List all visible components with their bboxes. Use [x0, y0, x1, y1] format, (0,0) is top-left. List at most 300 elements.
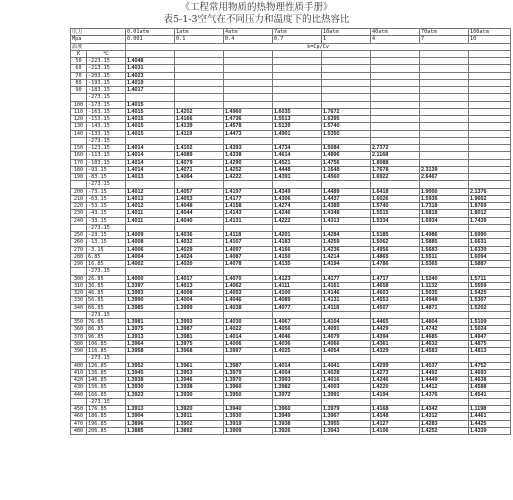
- value-cell: 1.3982: [273, 384, 322, 391]
- value-cell: [322, 65, 371, 72]
- value-cell: 1.4284: [322, 232, 371, 239]
- table-cell: [175, 50, 224, 57]
- value-cell: [469, 87, 511, 94]
- temp-kelvin-cell: 150: [71, 145, 87, 152]
- temp-kelvin-cell: [71, 181, 87, 188]
- temp-celsius-cell: -183.15: [87, 87, 126, 94]
- temperature-header-row: [71, 43, 511, 50]
- value-cell: 1.3950: [224, 391, 273, 398]
- value-cell: [420, 58, 469, 65]
- value-cell: [175, 101, 224, 108]
- value-cell: 1.4342: [420, 406, 469, 413]
- table-row: [71, 181, 511, 188]
- value-cell: 1.4015: [126, 130, 175, 137]
- value-cell: 1.3909: [224, 427, 273, 434]
- value-cell: 1.4752: [469, 362, 511, 369]
- temp-kelvin-cell: 280: [71, 253, 87, 260]
- value-cell: [273, 58, 322, 65]
- temp-celsius-cell: -13.15: [87, 239, 126, 246]
- value-cell: 1.4143: [224, 210, 273, 217]
- value-cell: 1.3993: [175, 319, 224, 326]
- value-cell: 1.4489: [322, 188, 371, 195]
- table-title: 表5-1-3空气在不同压力和温度下的比热容比: [163, 14, 350, 25]
- value-cell: [371, 108, 420, 115]
- value-cell: 1.4008: [126, 239, 175, 246]
- value-cell: 1.4019: [126, 79, 175, 86]
- table-row: [71, 145, 511, 152]
- value-cell: 1.3979: [322, 406, 371, 413]
- value-cell: [371, 355, 420, 362]
- temp-celsius-cell: -203.15: [87, 72, 126, 79]
- value-cell: 1.4222: [224, 174, 273, 181]
- value-cell: 2.3139: [420, 166, 469, 173]
- table-row: [71, 232, 511, 239]
- value-cell: 1.3964: [126, 340, 175, 347]
- value-cell: 1.4044: [175, 210, 224, 217]
- value-cell: 1.5513: [273, 116, 322, 123]
- value-cell: 1.4158: [224, 203, 273, 210]
- value-cell: [322, 355, 371, 362]
- temp-kelvin-cell: 370: [71, 333, 87, 340]
- value-cell: 1.8769: [469, 203, 511, 210]
- pressure-atm-cell: 4atm: [224, 29, 273, 36]
- value-cell: [322, 311, 371, 318]
- value-cell: 1.4804: [420, 319, 469, 326]
- value-cell: 1.4492: [420, 369, 469, 376]
- value-cell: 1.5062: [371, 239, 420, 246]
- value-cell: 1.3892: [175, 427, 224, 434]
- value-cell: [420, 145, 469, 152]
- value-cell: 1.4813: [469, 348, 511, 355]
- value-cell: [469, 268, 511, 275]
- value-cell: 1.4067: [273, 319, 322, 326]
- value-cell: 1.5515: [371, 210, 420, 217]
- value-cell: [175, 398, 224, 405]
- pressure-mpa-cell: 0.7: [273, 36, 322, 43]
- value-cell: 1.4361: [371, 340, 420, 347]
- value-cell: [420, 79, 469, 86]
- value-cell: 1.4394: [371, 333, 420, 340]
- temp-kelvin-cell: 140: [71, 130, 87, 137]
- value-cell: [420, 101, 469, 108]
- value-cell: 1.4064: [175, 174, 224, 181]
- value-cell: 1.4014: [273, 362, 322, 369]
- value-cell: 1.4014: [126, 152, 175, 159]
- value-cell: [175, 72, 224, 79]
- value-cell: 1.4020: [175, 261, 224, 268]
- value-cell: 1.4339: [469, 427, 511, 434]
- value-cell: [371, 101, 420, 108]
- value-cell: [322, 72, 371, 79]
- value-cell: 1.4002: [126, 261, 175, 268]
- temp-kelvin-cell: 480: [71, 427, 87, 434]
- temp-kelvin-cell: 160: [71, 152, 87, 159]
- table-row: [71, 340, 511, 347]
- value-cell: 1.4011: [126, 217, 175, 224]
- value-cell: 1.4030: [224, 319, 273, 326]
- table-cell: [273, 50, 322, 57]
- value-cell: 1.4036: [175, 232, 224, 239]
- temp-kelvin-cell: 450: [71, 406, 87, 413]
- value-cell: 1.4177: [224, 195, 273, 202]
- temp-celsius-cell: 66.85: [87, 304, 126, 311]
- temp-kelvin-cell: 400: [71, 362, 87, 369]
- value-cell: 1.5202: [469, 304, 511, 311]
- value-cell: [371, 311, 420, 318]
- value-cell: 1.4222: [273, 217, 322, 224]
- value-cell: [469, 355, 511, 362]
- table-row: [71, 137, 511, 144]
- value-cell: 1.4473: [224, 130, 273, 137]
- value-cell: 1.4100: [273, 290, 322, 297]
- table-row: [71, 290, 511, 297]
- value-cell: 1.9602: [469, 195, 511, 202]
- value-cell: 1.3919: [224, 420, 273, 427]
- temp-celsius-cell: -133.15: [87, 130, 126, 137]
- table-row: [71, 188, 511, 195]
- value-cell: 1.4118: [224, 232, 273, 239]
- value-cell: 1.3999: [175, 304, 224, 311]
- value-cell: [126, 137, 175, 144]
- value-cell: 1.6395: [322, 116, 371, 123]
- value-cell: 1.4118: [322, 304, 371, 311]
- value-cell: [371, 87, 420, 94]
- value-cell: 1.4013: [175, 282, 224, 289]
- value-cell: 1.4299: [371, 362, 420, 369]
- value-cell: 1.1198: [469, 406, 511, 413]
- temp-kelvin-cell: 80: [71, 79, 87, 86]
- temp-celsius-cell: -273.15: [87, 181, 126, 188]
- value-cell: 1.3967: [322, 413, 371, 420]
- value-cell: 1.3943: [322, 427, 371, 434]
- temp-kelvin-cell: 270: [71, 246, 87, 253]
- table-row: [71, 101, 511, 108]
- value-cell: 1.4135: [273, 261, 322, 268]
- value-cell: 1.4025: [273, 348, 322, 355]
- value-cell: [322, 94, 371, 101]
- value-cell: 1.4583: [420, 348, 469, 355]
- value-cell: 1.5334: [371, 217, 420, 224]
- value-cell: [273, 101, 322, 108]
- value-cell: 1.3904: [126, 413, 175, 420]
- value-cell: 1.4015: [126, 101, 175, 108]
- temp-celsius-cell: -43.15: [87, 210, 126, 217]
- value-cell: 1.4685: [420, 333, 469, 340]
- value-cell: 1.4015: [126, 116, 175, 123]
- temp-celsius-cell: -103.15: [87, 159, 126, 166]
- value-cell: [273, 87, 322, 94]
- table-row: [71, 355, 511, 362]
- value-cell: 1.4077: [273, 304, 322, 311]
- temp-celsius-cell: -193.15: [87, 79, 126, 86]
- value-cell: 1.4038: [224, 304, 273, 311]
- value-cell: [469, 72, 511, 79]
- value-cell: 1.4220: [371, 384, 420, 391]
- temp-celsius-cell: -273.15: [87, 311, 126, 318]
- temp-kelvin-cell: [71, 268, 87, 275]
- value-cell: 1.6035: [273, 108, 322, 115]
- value-cell: [469, 123, 511, 130]
- pressure-atm-cell: 100atm: [469, 29, 511, 36]
- value-cell: [126, 224, 175, 231]
- value-cell: 1.5350: [322, 130, 371, 137]
- value-cell: 1.3975: [175, 340, 224, 347]
- pressure-mpa-cell: 0.1: [175, 36, 224, 43]
- table-row: [71, 297, 511, 304]
- temp-celsius-cell: -153.15: [87, 116, 126, 123]
- value-cell: 1.4214: [322, 253, 371, 260]
- temp-celsius-cell: 46.85: [87, 290, 126, 297]
- value-cell: 1.3923: [126, 391, 175, 398]
- temp-kelvin-cell: [71, 355, 87, 362]
- pressure-atm-row: [71, 29, 511, 36]
- value-cell: [469, 116, 511, 123]
- table-row: [71, 427, 511, 434]
- value-cell: 1.3961: [175, 362, 224, 369]
- value-cell: [273, 181, 322, 188]
- value-cell: [126, 268, 175, 275]
- pressure-mpa-cell: 0.4: [224, 36, 273, 43]
- table-row: [71, 210, 511, 217]
- table-row: [71, 311, 511, 318]
- value-cell: 1.5711: [469, 275, 511, 282]
- value-cell: 1.4521: [273, 159, 322, 166]
- value-cell: [469, 65, 511, 72]
- temp-kelvin-cell: 460: [71, 413, 87, 420]
- temp-celsius-cell: -3.15: [87, 246, 126, 253]
- value-cell: 1.5240: [420, 275, 469, 282]
- value-cell: 1.4070: [224, 275, 273, 282]
- temp-kelvin-cell: 440: [71, 391, 87, 398]
- value-cell: [371, 65, 420, 72]
- value-cell: [126, 311, 175, 318]
- value-cell: 1.3981: [175, 333, 224, 340]
- temp-celsius-cell: 36.85: [87, 282, 126, 289]
- value-cell: 1.3997: [224, 348, 273, 355]
- value-cell: 1.3972: [273, 391, 322, 398]
- value-cell: 1.3955: [322, 420, 371, 427]
- value-cell: 1.4006: [126, 246, 175, 253]
- value-cell: 1.5307: [469, 297, 511, 304]
- value-cell: 1.4507: [371, 304, 420, 311]
- value-cell: [469, 174, 511, 181]
- value-cell: 1.5740: [371, 203, 420, 210]
- value-cell: [175, 87, 224, 94]
- temp-kelvin-cell: 180: [71, 166, 87, 173]
- value-cell: 1.4102: [175, 145, 224, 152]
- value-cell: 1.6026: [371, 195, 420, 202]
- value-cell: 1.5185: [371, 232, 420, 239]
- value-cell: 1.5740: [322, 123, 371, 130]
- value-cell: 1.4056: [273, 326, 322, 333]
- value-cell: 1.4161: [322, 282, 371, 289]
- value-cell: 1.5139: [273, 123, 322, 130]
- value-cell: 1.4017: [175, 275, 224, 282]
- value-cell: 1.5084: [322, 145, 371, 152]
- temp-kelvin-cell: [71, 398, 87, 405]
- table-row: [71, 377, 511, 384]
- table-row: [71, 239, 511, 246]
- value-cell: 1.5511: [420, 253, 469, 260]
- value-cell: 1.4046: [224, 297, 273, 304]
- value-cell: [224, 181, 273, 188]
- temp-celsius-cell: -33.15: [87, 217, 126, 224]
- value-cell: [175, 355, 224, 362]
- table-row: [71, 116, 511, 123]
- value-cell: [469, 311, 511, 318]
- value-cell: 1.5683: [420, 246, 469, 253]
- value-cell: [469, 108, 511, 115]
- value-cell: 1.6818: [420, 210, 469, 217]
- temp-celsius-cell: -163.15: [87, 108, 126, 115]
- table-body: [71, 29, 511, 435]
- value-cell: 1.4087: [224, 253, 273, 260]
- temp-celsius-cell: 26.85: [87, 275, 126, 282]
- pressure-unit-label: Mpa: [71, 36, 126, 43]
- value-cell: [175, 65, 224, 72]
- value-cell: 1.4040: [175, 217, 224, 224]
- value-cell: 1.3938: [126, 377, 175, 384]
- value-cell: 1.4166: [273, 246, 322, 253]
- value-cell: 1.4425: [469, 420, 511, 427]
- value-cell: 1.3952: [126, 362, 175, 369]
- value-cell: [469, 166, 511, 173]
- value-cell: [322, 137, 371, 144]
- table-row: [71, 406, 511, 413]
- value-cell: [175, 94, 224, 101]
- value-cell: 1.3913: [126, 406, 175, 413]
- value-cell: 1.4079: [322, 333, 371, 340]
- table-row: [71, 268, 511, 275]
- value-cell: [322, 58, 371, 65]
- value-cell: 1.4015: [126, 108, 175, 115]
- value-cell: 1.4008: [175, 290, 224, 297]
- value-cell: 1.5024: [469, 326, 511, 333]
- temp-kelvin-cell: 130: [71, 123, 87, 130]
- value-cell: 1.4236: [322, 246, 371, 253]
- value-cell: [175, 181, 224, 188]
- value-cell: 1.4079: [175, 159, 224, 166]
- value-cell: 1.4202: [175, 108, 224, 115]
- temp-celsius-cell: -73.15: [87, 188, 126, 195]
- value-cell: 1.4003: [322, 384, 371, 391]
- value-cell: 1.4736: [224, 116, 273, 123]
- value-cell: 1.4014: [126, 159, 175, 166]
- temp-kelvin-cell: 310: [71, 282, 87, 289]
- value-cell: 1.6934: [420, 217, 469, 224]
- value-cell: 1.4947: [469, 333, 511, 340]
- value-cell: 2.6467: [420, 174, 469, 181]
- value-cell: [420, 152, 469, 159]
- table-row: [71, 174, 511, 181]
- value-cell: 1.4956: [371, 246, 420, 253]
- temp-kelvin-cell: 70: [71, 72, 87, 79]
- value-cell: 1.7318: [420, 203, 469, 210]
- table-row: [71, 72, 511, 79]
- table-cell: [469, 50, 511, 57]
- value-cell: 1.4107: [224, 239, 273, 246]
- value-cell: 1.3902: [175, 420, 224, 427]
- value-cell: [469, 94, 511, 101]
- kelvin-unit-label: K: [71, 50, 87, 57]
- value-cell: 1.3949: [273, 413, 322, 420]
- value-cell: 1.4391: [273, 174, 322, 181]
- value-cell: 1.6922: [371, 174, 420, 181]
- temp-kelvin-cell: 390: [71, 348, 87, 355]
- value-cell: 1.3993: [126, 290, 175, 297]
- value-cell: 1.4057: [175, 188, 224, 195]
- value-cell: [273, 268, 322, 275]
- value-cell: 1.7439: [469, 217, 511, 224]
- value-cell: 1.4168: [371, 406, 420, 413]
- value-cell: 1.8012: [469, 210, 511, 217]
- value-cell: 1.4349: [273, 188, 322, 195]
- value-cell: 1.4046: [273, 333, 322, 340]
- value-cell: [420, 398, 469, 405]
- value-cell: [469, 137, 511, 144]
- temp-kelvin-cell: 50: [71, 58, 87, 65]
- temp-celsius-cell: -93.15: [87, 166, 126, 173]
- value-cell: 1.4066: [322, 340, 371, 347]
- value-cell: [420, 72, 469, 79]
- value-cell: 1.4011: [126, 210, 175, 217]
- temp-celsius-cell: -123.15: [87, 145, 126, 152]
- value-cell: 1.3993: [273, 377, 322, 384]
- value-cell: [224, 101, 273, 108]
- value-cell: 1.4246: [371, 377, 420, 384]
- value-cell: 1.3913: [126, 333, 175, 340]
- value-cell: 1.4029: [175, 246, 224, 253]
- value-cell: [126, 398, 175, 405]
- value-cell: 1.3960: [273, 406, 322, 413]
- value-cell: 1.4150: [273, 253, 322, 260]
- value-cell: [371, 58, 420, 65]
- table-row: [71, 203, 511, 210]
- value-cell: 1.4201: [273, 232, 322, 239]
- value-cell: 2.7372: [371, 145, 420, 152]
- temp-celsius-cell: -273.15: [87, 94, 126, 101]
- value-cell: [420, 268, 469, 275]
- value-cell: 1.4013: [126, 174, 175, 181]
- value-cell: [224, 79, 273, 86]
- value-cell: 1.4013: [126, 195, 175, 202]
- pressure-atm-cell: 0.01atm: [126, 29, 175, 36]
- table-row: [71, 123, 511, 130]
- value-cell: 1.4078: [224, 261, 273, 268]
- value-cell: 1.6094: [469, 253, 511, 260]
- value-cell: [469, 398, 511, 405]
- value-cell: 1.4986: [420, 232, 469, 239]
- temp-celsius-cell: 166.85: [87, 391, 126, 398]
- value-cell: 1.3920: [175, 406, 224, 413]
- value-cell: [420, 137, 469, 144]
- value-cell: 1.4146: [322, 290, 371, 297]
- temp-kelvin-cell: 410: [71, 369, 87, 376]
- temp-kelvin-cell: [71, 137, 87, 144]
- value-cell: 1.4290: [224, 159, 273, 166]
- value-cell: 1.4742: [420, 326, 469, 333]
- value-cell: 1.4252: [420, 427, 469, 434]
- table-row: [71, 87, 511, 94]
- temp-celsius-cell: 126.85: [87, 362, 126, 369]
- value-cell: 1.4313: [322, 217, 371, 224]
- temp-kelvin-cell: 90: [71, 87, 87, 94]
- temp-celsius-cell: -273.15: [87, 224, 126, 231]
- temp-celsius-cell: -273.15: [87, 355, 126, 362]
- value-cell: 1.4448: [273, 166, 322, 173]
- value-cell: [322, 398, 371, 405]
- value-cell: 1.4449: [420, 377, 469, 384]
